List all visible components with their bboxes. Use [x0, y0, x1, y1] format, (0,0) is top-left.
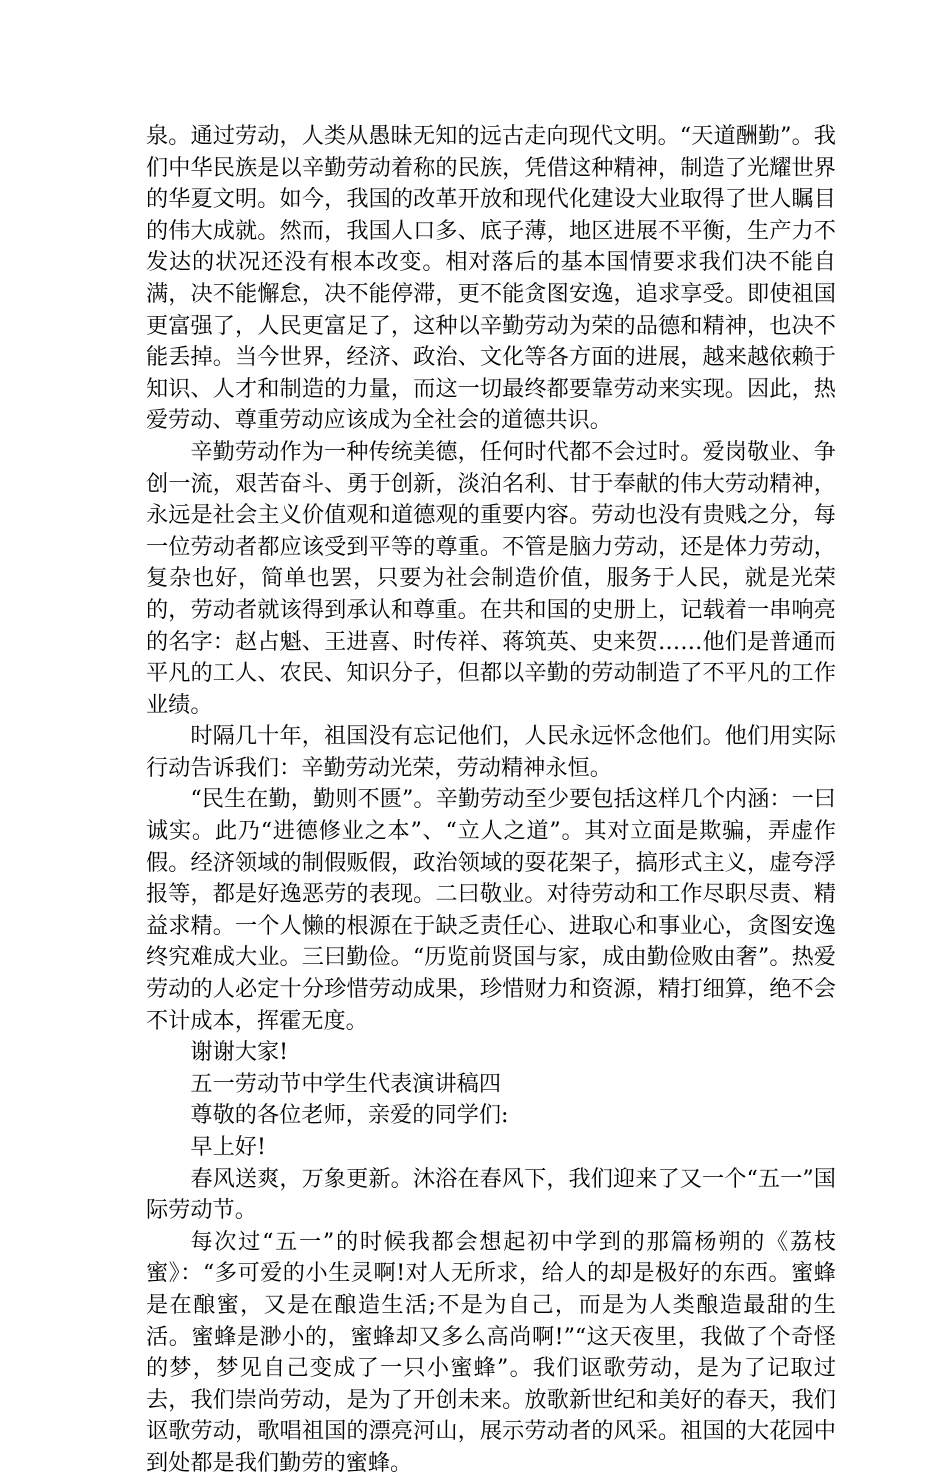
greeting: 早上好! [190, 1134, 266, 1160]
paragraph-3: 时隔几十年，祖国没有忘记他们，人民永远怀念他们。他们用实际行动告诉我们：辛勤劳动光荣，劳动精神永恒。 [146, 723, 836, 781]
closing-thanks: 谢谢大家! [190, 1039, 289, 1066]
salutation: 尊敬的各位老师，亲爱的同学们: [190, 1102, 509, 1129]
document-page [146, 121, 836, 1480]
paragraph-4: “民生在勤，勤则不匮”。辛勤劳动至少要包括这样几个内涵：一曰诚实。此乃“进德修业之本”、“立人之道”。其对立面是欺骗，弄虚作假。经济领域的制假贩假，政治领域的耍花架子，搞形式主义，虚夸浮报等，都是好逸恶劳的表现。二曰敬业。对待劳动和工作尽职尽责、精益求精。一个人懒的根源在于缺乏责任心、进取心和事业心，贪图安逸终究难成大业。三曰勤俭。“历览前贤国与家，成由勤俭败由奢”。热爱劳动的人必定十分珍惜劳动成果，珍惜财力和资源，精打细算，绝不会不计成本，挥霍无度。 [146, 786, 836, 1034]
paragraph-2: 辛勤劳动作为一种传统美德，任何时代都不会过时。爱岗敬业、争创一流，艰苦奋斗、勇于创新，淡泊名利、甘于奉献的伟大劳动精神，永远是社会主义价值观和道德观的重要内容。劳动也没有贵贱之分，每一位劳动者都应该受到平等的尊重。不管是脑力劳动，还是体力劳动，复杂也好，简单也罢，只要为社会制造价值，服务于人民，就是光荣的，劳动者就该得到承认和尊重。在共和国的史册上，记载着一串响亮的名字：赵占魁、王进喜、时传祥、蒋筑英、史来贺……他们是普通而平凡的工人、农民、知识分子，但都以辛勤的劳动制造了不平凡的工作业绩。 [146, 438, 836, 718]
paragraph-1: 泉。通过劳动，人类从愚昧无知的远古走向现代文明。“天道酬勤”。我们中华民族是以辛勤劳动着称的民族，凭借这种精神，制造了光耀世界的华夏文明。如今，我国的改革开放和现代化建设大业取得了世人瞩目的伟大成就。然而，我国人口多、底子薄，地区进展不平衡，生产力不发达的状况还没有根本改变。相对落后的基本国情要求我们决不能自满，决不能懈怠，决不能停滞，更不能贪图安逸，追求享受。即使祖国更富强了，人民更富足了，这种以辛勤劳动为荣的品德和精神，也决不能丢掉。当今世界，经济、政治、文化等各方面的进展，越来越依赖于知识、人才和制造的力量，而这一切最终都要靠劳动来实现。因此，热爱劳动、尊重劳动应该成为全社会的道德共识。 [146, 123, 836, 434]
speech-title: 五一劳动节中学生代表演讲稿四 [190, 1070, 502, 1097]
paragraph-9: 春风送爽，万象更新。沐浴在春风下，我们迎来了又一个“五一”国际劳动节。 [146, 1165, 836, 1224]
paragraph-10: 每次过“五一”的时候我都会想起初中学到的那篇杨朔的《荔枝蜜》：“多可爱的小生灵啊!对人无所求，给人的却是极好的东西。蜜蜂是在酿蜜，又是在酿造生活;不是为自己，而是为人类酿造最甜的生活。蜜蜂是渺小的，蜜蜂却又多么高尚啊!”“这天夜里，我做了个奇怪的梦，梦见自己变成了一只小蜜蜂”。我们讴歌劳动，是为了记取过去，我们崇尚劳动，是为了开创未来。放歌新世纪和美好的春天，我们讴歌劳动，歌唱祖国的漂亮河山，展示劳动者的风采。祖国的大花园中到处都是我们勤劳的蜜蜂。 [146, 1228, 836, 1476]
